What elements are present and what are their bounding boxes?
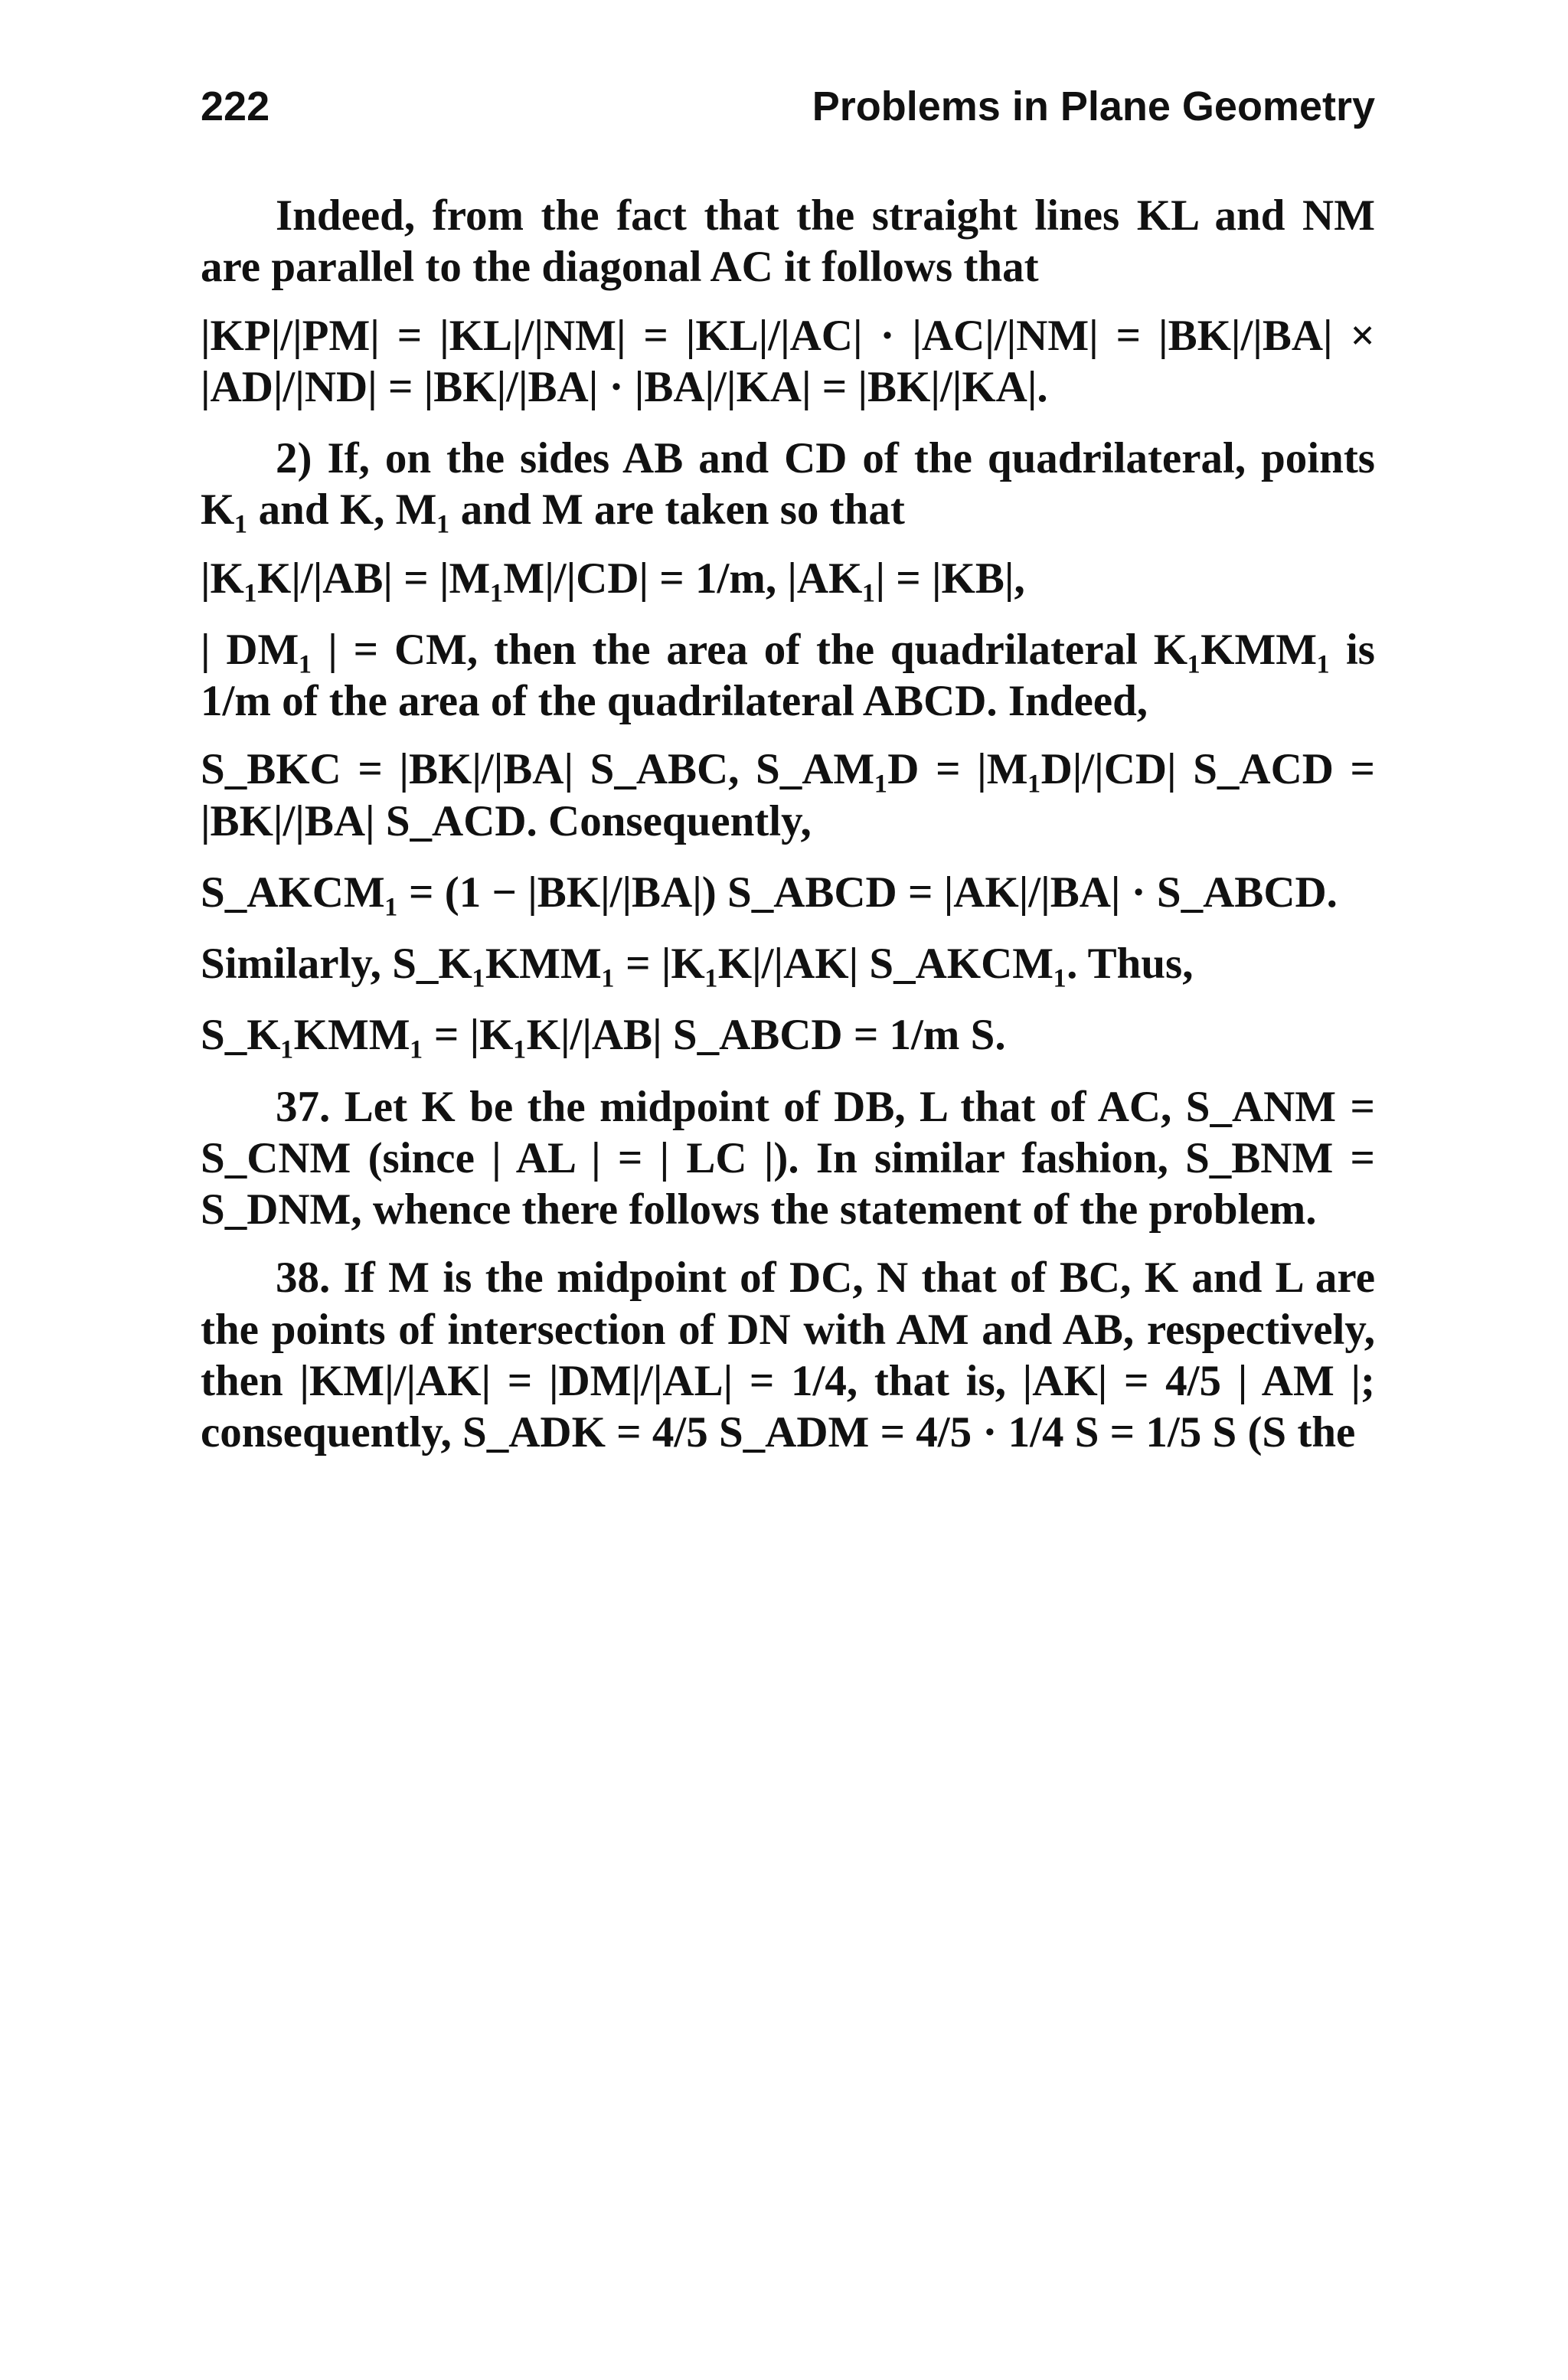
paragraph-2-cont xyxy=(201,624,1375,727)
equation-3: S_BKC = |BK|/|BA| S_ABC, S_AM₁D = |M₁D|/|CD| S_ACD = |BK|/|BA| S_ACD. xyxy=(201,745,1375,845)
equation-4: S_AKCM₁ = (1 − |BK|/|BA|) S_ABCD = |AK|/|BA| · S_ABCD. xyxy=(201,868,1338,917)
equation-2: |K₁K|/|AB| = |M₁M|/|CD| = 1/m, |AK₁| = |KB|, xyxy=(201,554,1025,603)
problem-38: 38. If M is the midpoint of DC, N that of BC, K and L are the points of intersection of DN with AM and AB, respectively, then |KM|/|AK| = |DM|/|AL| = 1/4, that is, |AK| = 4/5 | AM |; consequently, S_ADK = 4/5 S_ADM = 4/5 · 1/4 S = 1/5 S (S the xyxy=(201,1254,1375,1456)
equation-akcm xyxy=(201,867,1375,918)
page-body xyxy=(201,190,1375,1475)
intro-text: Indeed, from the fact that the straight lines KL and NM are parallel to the diagonal AC it follows that xyxy=(201,191,1375,292)
problem-37: 37. Let K be the midpoint of DB, L that of AC, S_ANM = S_CNM (since | AL | = | LC |). In similar fashion, S_BNM = S_DNM, whence there follows the statement of the problem. xyxy=(201,1082,1375,1234)
equation-final xyxy=(201,1009,1375,1061)
equation-6: S_K₁KMM₁ = |K₁K|/|AB| S_ABCD = 1/m S. xyxy=(201,1011,1006,1060)
equation-proportion xyxy=(201,553,1375,604)
page-number: 222 xyxy=(201,83,270,129)
paragraph-38 xyxy=(201,1252,1375,1458)
paragraph-intro xyxy=(201,190,1375,293)
equation-ratio xyxy=(201,310,1375,414)
problem-2-intro: 2) If, on the sides AB and CD of the quadrilateral, points K₁ and K, M₁ and M are taken so that xyxy=(201,434,1375,535)
similarly-word: Similarly, xyxy=(201,940,381,988)
consequently-word: Consequently, xyxy=(548,796,812,845)
running-header xyxy=(201,83,1375,130)
thus-word: Thus, xyxy=(1087,940,1194,988)
paragraph-37 xyxy=(201,1081,1375,1236)
equation-1: |KP|/|PM| = |KL|/|NM| = |KL|/|AC| · |AC|/|NM| = |BK|/|BA| × |AD|/|ND| = |BK|/|BA| · |BA|/|KA| = |BK|/|KA|. xyxy=(201,311,1375,411)
equation-5: S_K₁KMM₁ = |K₁K|/|AK| S_AKCM₁. xyxy=(392,940,1078,988)
equation-areas xyxy=(201,744,1375,847)
running-title: Problems in Plane Geometry xyxy=(812,83,1375,129)
problem-2-cont: | DM₁ | = CM, then the area of the quadrilateral K₁KMM₁ is 1/m of the area of the quadrilateral ABCD. Indeed, xyxy=(201,625,1375,725)
equation-similarly xyxy=(201,938,1375,989)
paragraph-2 xyxy=(201,433,1375,536)
